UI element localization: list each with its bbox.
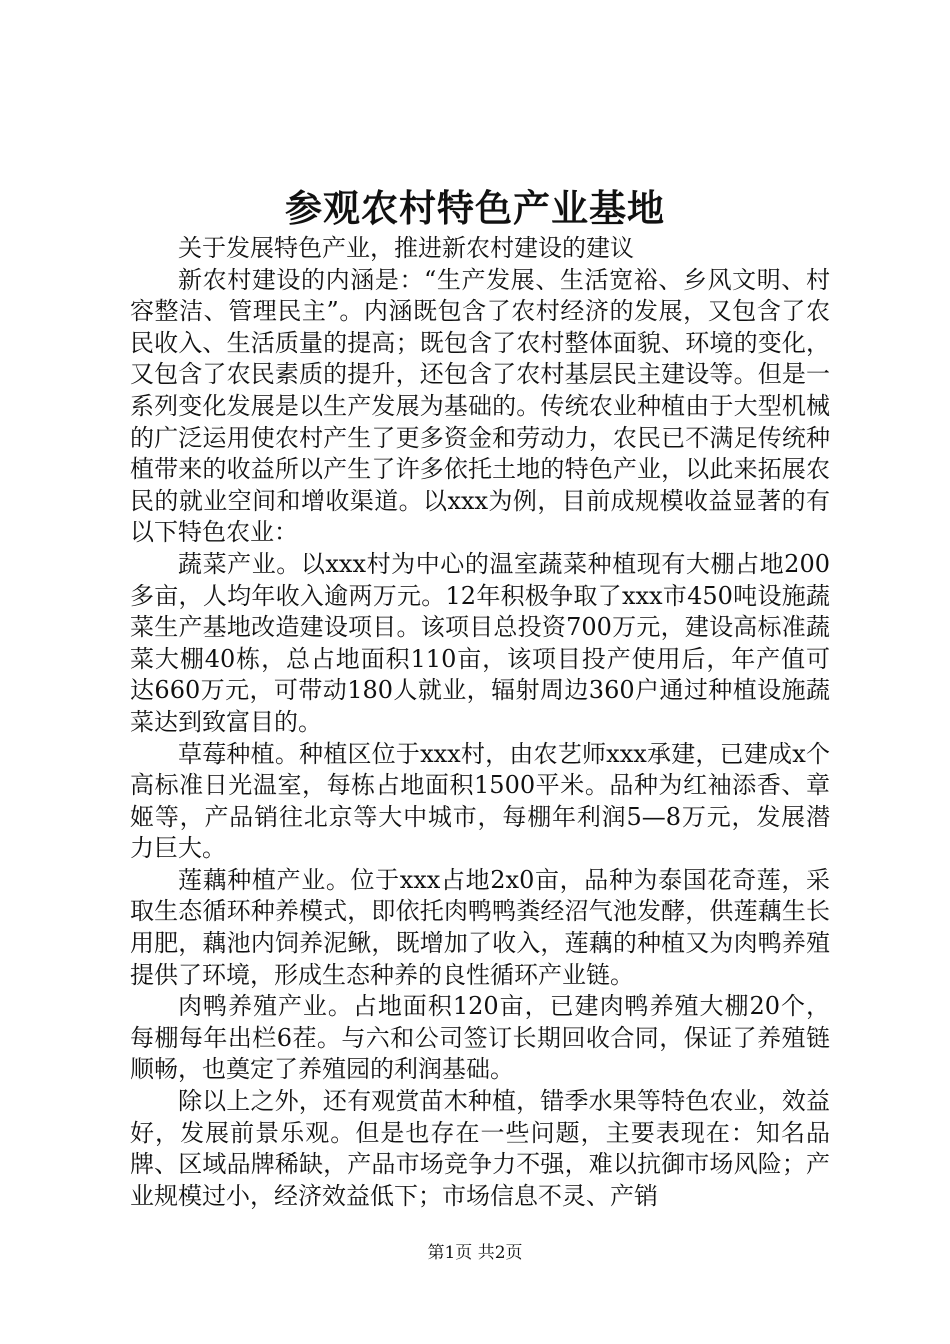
document-body bbox=[130, 233, 830, 1212]
document-title: 参观农村特色产业基地 bbox=[285, 186, 665, 230]
paragraph-heading: 关于发展特色产业，推进新农村建设的建议 bbox=[178, 234, 634, 262]
paragraph-vegetables: 蔬菜产业。以xxx村为中心的温室蔬菜种植现有大棚占地200多亩，人均年收入逾两万元。12年积极争取了xxx市450吨设施蔬菜生产基地改造建设项目。该项目总投资700万元，建设高标准蔬菜大棚40栋，总占地面积110亩，该项目投产使用后，年产值可达660万元，可带动180人就业，辐射周边360户通过种植设施蔬菜达到致富目的。 bbox=[130, 549, 830, 736]
paragraph-strawberry: 草莓种植。种植区位于xxx村，由农艺师xxx承建，已建成x个高标准日光温室，每栋占地面积1500平米。品种为红袖添香、章姬等，产品销往北京等大中城市，每棚年利润5—8万元，发展潜力巨大。 bbox=[130, 739, 830, 863]
paragraph-intro: 新农村建设的内涵是：“生产发展、生活宽裕、乡风文明、村容整洁、管理民主”。内涵既包含了农村经济的发展，又包含了农民收入、生活质量的提高；既包含了农村整体面貌、环境的变化，又包含了农民素质的提升，还包含了农村基层民主建设等。但是一系列变化发展是以生产发展为基础的。传统农业种植由于大型机械的广泛运用使农村产生了更多资金和劳动力，农民已不满足传统种植带来的收益所以产生了许多依托土地的特色产业，以此来拓展农民的就业空间和增收渠道。以xxx为例，目前成规模收益显著的有以下特色农业： bbox=[130, 265, 830, 547]
paragraph-issues: 除以上之外，还有观赏苗木种植，错季水果等特色农业，效益好，发展前景乐观。但是也存在一些问题，主要表现在：知名品牌、区域品牌稀缺，产品市场竞争力不强，难以抗御市场风险；产业规模过小，经济效益低下；市场信息不灵、产销 bbox=[130, 1087, 830, 1210]
paragraph-duck-farming: 肉鸭养殖产业。占地面积120亩，已建肉鸭养殖大棚20个，每棚每年出栏6茬。与六和公司签订长期回收合同，保证了养殖链顺畅，也奠定了养殖园的利润基础。 bbox=[130, 992, 830, 1084]
page-number-footer: 第1页 共2页 bbox=[427, 1243, 523, 1263]
paragraph-lotus-root: 莲藕种植产业。位于xxx占地2x0亩，品种为泰国花奇莲，采取生态循环种养模式，即依托肉鸭鸭粪经沼气池发酵，供莲藕生长用肥，藕池内饲养泥鳅，既增加了收入，莲藕的种植又为肉鸭养殖提供了环境，形成生态种养的良性循环产业链。 bbox=[130, 865, 830, 989]
